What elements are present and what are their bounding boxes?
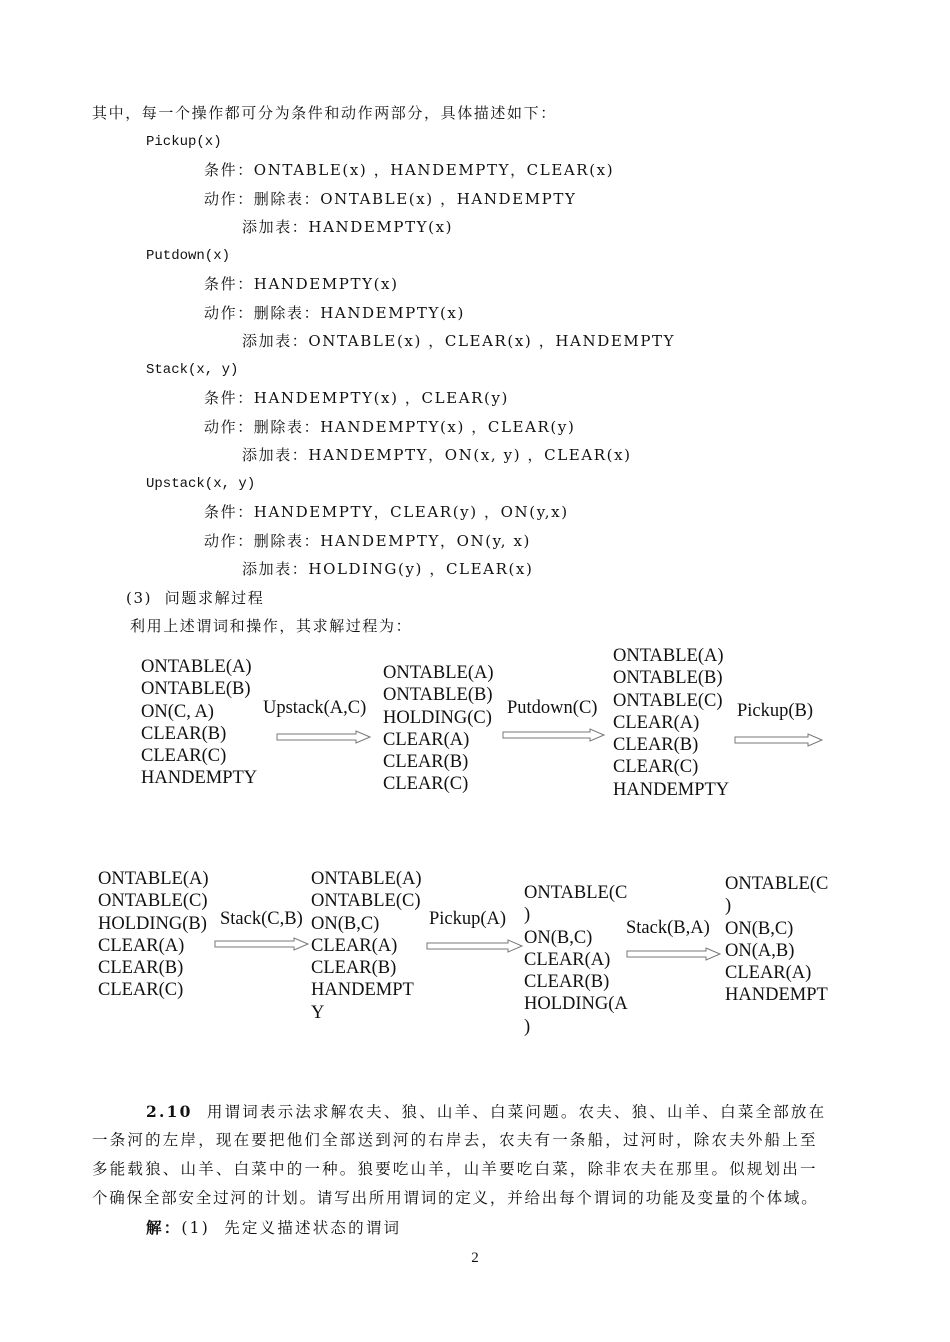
arrow-6	[626, 947, 722, 961]
problem-line-1-text: 用谓词表示法求解农夫、狼、山羊、白菜问题。农夫、狼、山羊、白菜全部放在	[206, 1103, 827, 1121]
op-upstack-del: 动作：删除表：HANDEMPTY，ON(y, x)	[204, 532, 531, 550]
op-pickup-del: 动作：删除表：ONTABLE(x) ，HANDEMPTY	[204, 190, 577, 208]
op-upstack-add: 添加表：HOLDING(y) ，CLEAR(x)	[242, 560, 534, 578]
op-stack-del: 动作：删除表：HANDEMPTY(x) ，CLEAR(y)	[204, 418, 576, 436]
problem-line-3: 多能载狼、山羊、白菜中的一种。狼要吃山羊，山羊要吃白菜，除非农夫在那里。似规划出一	[92, 1160, 818, 1178]
state-box-4: ONTABLE(A) ONTABLE(C) HOLDING(B) CLEAR(A) CLEAR(B) CLEAR(C)	[98, 869, 209, 1001]
state-box-3: ONTABLE(A) ONTABLE(B) ONTABLE(C) CLEAR(A) CLEAR(B) CLEAR(C) HANDEMPTY	[613, 646, 730, 800]
state-box-6: ONTABLE(C ) ON(B,C) CLEAR(A) CLEAR(B) HOLDING(A )	[524, 883, 628, 1037]
action-label-upstack: Upstack(A,C)	[263, 698, 367, 718]
state-box-5: ONTABLE(A) ONTABLE(C) ON(B,C) CLEAR(A) CLEAR(B) HANDEMPT Y	[311, 869, 422, 1023]
arrow-4	[214, 937, 310, 951]
op-putdown-name: Putdown(x)	[146, 248, 231, 264]
solution-line	[146, 1213, 401, 1243]
section-3-intro: 利用上述谓词和操作，其求解过程为：	[130, 617, 413, 635]
arrow-5	[426, 939, 524, 953]
state-box-1: ONTABLE(A) ONTABLE(B) ON(C, A) CLEAR(B) CLEAR(C) HANDEMPTY	[141, 657, 258, 789]
state-box-7: ONTABLE(C ) ON(B,C) ON(A,B) CLEAR(A) HANDEMPT	[725, 874, 829, 1006]
problem-line-1	[146, 1097, 826, 1127]
problem-line-2: 一条河的左岸，现在要把他们全部送到河的右岸去，农夫有一条船，过河时，除农夫外船上至	[92, 1131, 818, 1149]
arrow-1	[276, 730, 372, 744]
op-stack-cond: 条件：HANDEMPTY(x) ，CLEAR(y)	[204, 389, 509, 407]
op-pickup-name: Pickup(x)	[146, 134, 222, 150]
solution-label: 解：	[146, 1218, 182, 1237]
problem-line-4: 个确保全部安全过河的计划。请写出所用谓词的定义，并给出每个谓词的功能及变量的个体域。	[92, 1189, 819, 1207]
problem-number: 2.10	[146, 1102, 193, 1121]
op-stack-add: 添加表：HANDEMPTY，ON(x, y) ，CLEAR(x)	[242, 446, 632, 464]
op-upstack-cond: 条件：HANDEMPTY，CLEAR(y) ，ON(y,x)	[204, 503, 569, 521]
op-putdown-cond: 条件：HANDEMPTY(x)	[204, 275, 399, 293]
state-box-2: ONTABLE(A) ONTABLE(B) HOLDING(C) CLEAR(A) CLEAR(B) CLEAR(C)	[383, 663, 494, 795]
op-putdown-del: 动作：删除表：HANDEMPTY(x)	[204, 304, 465, 322]
section-3-heading: (3) 问题求解过程	[126, 589, 265, 607]
op-upstack-name: Upstack(x, y)	[146, 476, 256, 492]
op-putdown-add: 添加表：ONTABLE(x) ，CLEAR(x) ，HANDEMPTY	[242, 332, 676, 350]
op-pickup-add: 添加表：HANDEMPTY(x)	[242, 218, 454, 236]
page-number: 2	[471, 1250, 479, 1266]
arrow-3	[734, 733, 824, 747]
arrow-2	[502, 728, 606, 742]
action-label-stack-ba: Stack(B,A)	[626, 918, 710, 938]
op-pickup-cond: 条件：ONTABLE(x) ，HANDEMPTY，CLEAR(x)	[204, 161, 615, 179]
action-label-pickup-b: Pickup(B)	[737, 701, 814, 721]
action-label-pickup-a: Pickup(A)	[429, 909, 507, 929]
intro-text: 其中，每一个操作都可分为条件和动作两部分，具体描述如下：	[92, 104, 557, 122]
op-stack-name: Stack(x, y)	[146, 362, 239, 378]
action-label-putdown: Putdown(C)	[507, 698, 598, 718]
solution-text: (1) 先定义描述状态的谓词	[181, 1219, 402, 1237]
action-label-stack-cb: Stack(C,B)	[220, 909, 303, 929]
